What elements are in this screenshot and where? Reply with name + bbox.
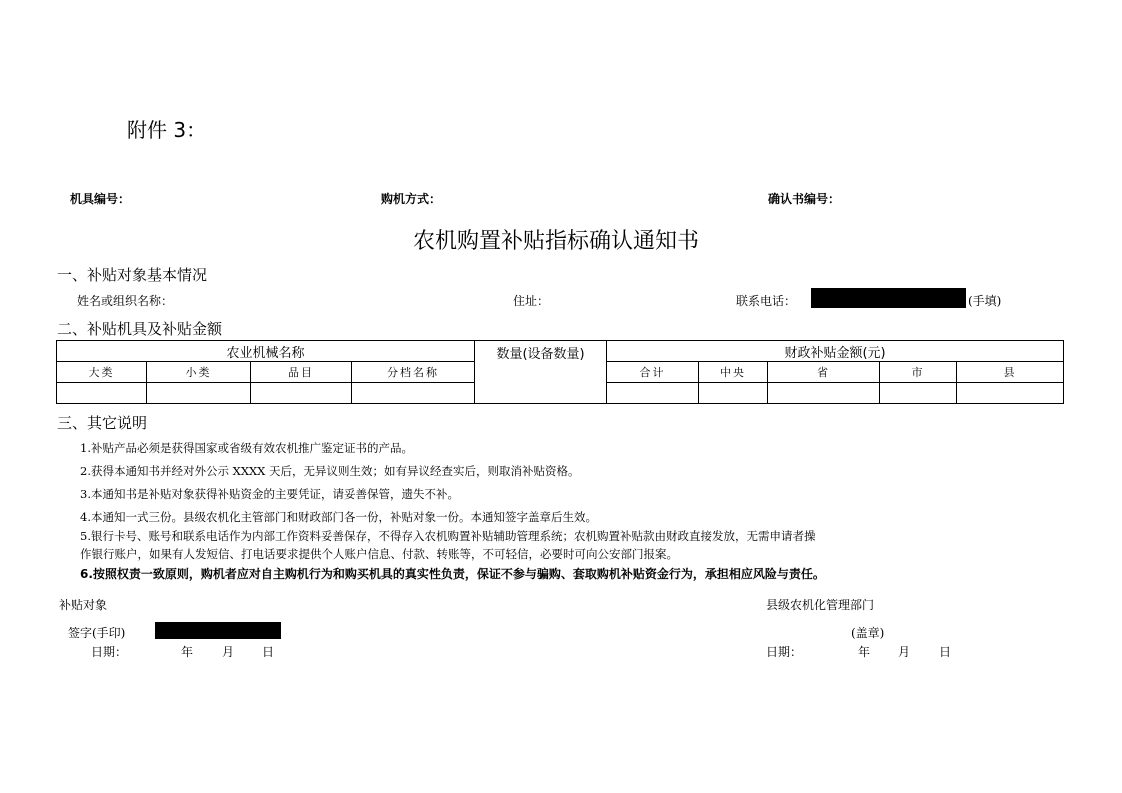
cell-tier-name xyxy=(352,383,475,404)
date-label-right: 日期： xyxy=(766,645,803,659)
section3-heading: 三、其它说明 xyxy=(57,414,148,432)
header-subcategory: 小类 xyxy=(147,362,251,383)
date-label-left: 日期： xyxy=(91,645,128,659)
header-item: 品目 xyxy=(251,362,352,383)
phone-note: (手填) xyxy=(968,294,1002,308)
header-central: 中央 xyxy=(699,362,768,383)
address-label: 住址： xyxy=(513,294,550,308)
header-total: 合计 xyxy=(607,362,699,383)
confirmation-no-label: 确认书编号： xyxy=(768,192,841,206)
cell-total xyxy=(607,383,699,404)
section1-heading: 一、补贴对象基本情况 xyxy=(57,266,208,284)
seal-label: (盖章) xyxy=(851,626,885,640)
attachment-label: 附件 3： xyxy=(127,118,207,142)
document-title: 农机购置补贴指标确认通知书 xyxy=(412,229,699,254)
subsidy-table xyxy=(56,340,1064,404)
header-tier-name: 分档名称 xyxy=(352,362,475,383)
cell-central xyxy=(699,383,768,404)
note-2: 2.获得本通知书并经对外公示 XXXX 天后，无异议则生效；如有异议经查实后，则取消补贴资格。 xyxy=(80,464,580,478)
sign-label: 签字(手印) xyxy=(68,626,126,640)
day-label-right: 日 xyxy=(939,645,952,659)
purchase-method-label: 购机方式： xyxy=(381,192,442,206)
subsidy-header: 财政补贴金额(元) xyxy=(607,341,1064,362)
county-dept-label: 县级农机化管理部门 xyxy=(766,598,875,612)
note-5-continued: 作银行账户，如果有人发短信、打电话要求提供个人账户信息、付款、转账等，不可轻信，必要时可向公安部门报案。 xyxy=(80,547,678,561)
header-county: 县 xyxy=(957,362,1064,383)
cell-item xyxy=(251,383,352,404)
note-6: 6.按照权责一致原则，购机者应对自主购机行为和购买机具的真实性负责，保证不参与骗购、套取购机补贴资金行为，承担相应风险与责任。 xyxy=(80,567,825,581)
cell-county xyxy=(957,383,1064,404)
phone-label: 联系电话： xyxy=(736,294,797,308)
note-3: 3.本通知书是补贴对象获得补贴资金的主要凭证，请妥善保管，遗失不补。 xyxy=(80,487,459,501)
year-label-left: 年 xyxy=(181,645,194,659)
month-label-left: 月 xyxy=(222,645,235,659)
subsidy-subject-label: 补贴对象 xyxy=(59,598,108,612)
year-label-right: 年 xyxy=(858,645,871,659)
quantity-header: 数量(设备数量) xyxy=(475,341,607,404)
header-category: 大类 xyxy=(57,362,147,383)
month-label-right: 月 xyxy=(898,645,911,659)
day-label-left: 日 xyxy=(262,645,275,659)
phone-redaction xyxy=(811,288,966,308)
note-5: 5.银行卡号、账号和联系电话作为内部工作资料妥善保存，不得存入农机购置补贴辅助管理系统；农机购置补贴款由财政直接发放，无需申请者操 xyxy=(80,529,816,543)
cell-category xyxy=(57,383,147,404)
machine-no-label: 机具编号： xyxy=(70,192,131,206)
cell-city xyxy=(880,383,957,404)
note-1: 1.补贴产品必须是获得国家或省级有效农机推广鉴定证书的产品。 xyxy=(80,441,413,455)
section2-heading: 二、补贴机具及补贴金额 xyxy=(57,320,223,338)
signature-redaction xyxy=(155,622,281,639)
header-province: 省 xyxy=(768,362,880,383)
note-4: 4.本通知一式三份。县级农机化主管部门和财政部门各一份，补贴对象一份。本通知签字盖章后生效。 xyxy=(80,510,597,524)
header-city: 市 xyxy=(880,362,957,383)
name-label: 姓名或组织名称： xyxy=(77,294,174,308)
machine-name-header: 农业机械名称 xyxy=(57,341,475,362)
cell-province xyxy=(768,383,880,404)
cell-subcategory xyxy=(147,383,251,404)
